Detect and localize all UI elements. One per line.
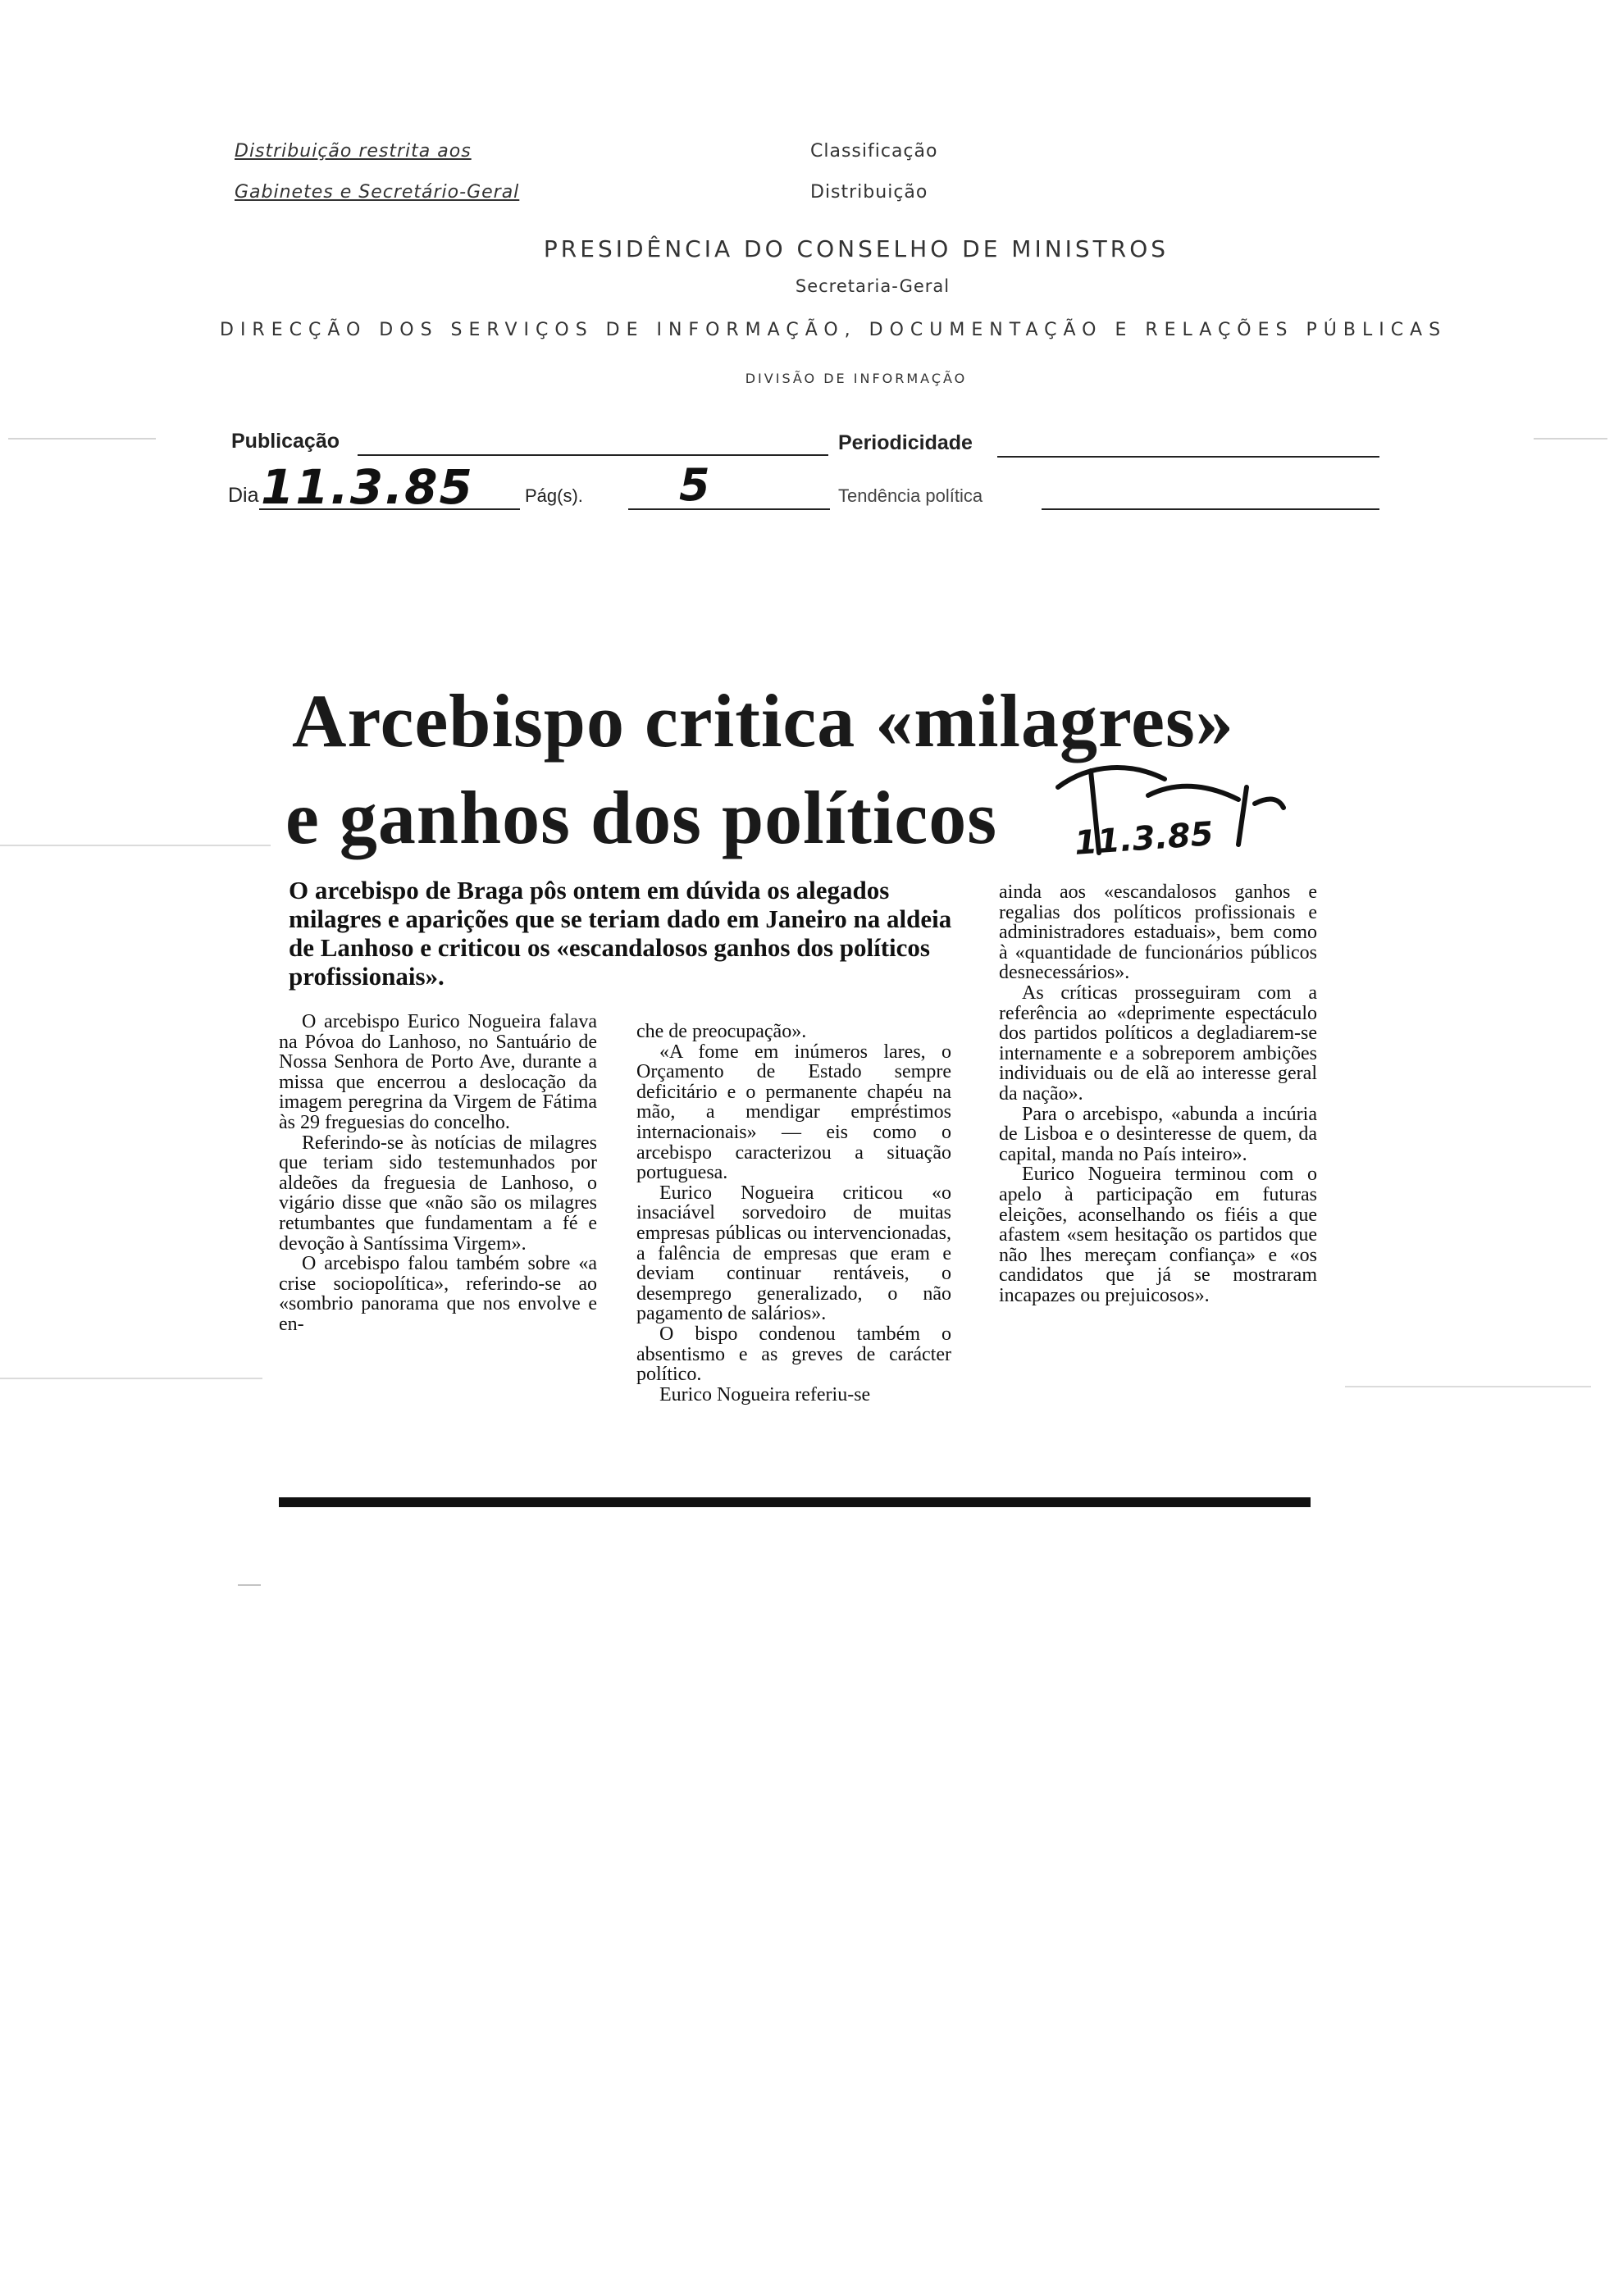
institution-name: PRESIDÊNCIA DO CONSELHO DE MINISTROS [543,235,1169,262]
article-column-1 [279,1012,597,1335]
scan-noise [1345,1386,1591,1387]
handwritten-date: 11.3.85 [1073,815,1215,863]
pages-label: Pág(s). [525,485,583,506]
column-1-paragraph: Referindo-se às notícias de milagres que teriam sido testemunhados por aldeões da freguesia de Lanhoso, o vigário disse que «não são os milagres retumbantes que fundamentam a fé e devoção à Santíssima Virgem». [279,1132,597,1255]
distribution-line-2: Gabinetes e Secretário-Geral [235,182,520,203]
classification-label: Classificação [810,141,938,162]
column-1-paragraph: O arcebispo falou também sobre «a crise sociopolítica», referindo-se ao «sombrio panorama que nos envolve e en- [279,1253,597,1335]
column-3-paragraph: As críticas prosseguiram com a referência ao «deprimente espectáculo dos partidos políticos a degladiarem-se internamente e a sobreporem ambições individuais ou de elã ao interesse geral da nação». [999,982,1317,1105]
column-2-paragraph: O bispo condenou também o absentismo e as greves de carácter político. [636,1323,951,1386]
scan-noise [8,438,156,440]
publication-label: Publicação [231,430,340,453]
publication-field [358,454,828,456]
scan-noise [0,845,271,846]
pages-field [628,508,830,510]
article-bottom-rule [279,1497,1311,1507]
column-3-paragraph: Para o arcebispo, «abunda a incúria de Lisboa e o desinteresse de quem, da capital, manda no País inteiro». [999,1103,1317,1165]
periodicity-label: Periodicidade [838,431,973,454]
article-lead: O arcebispo de Braga pôs ontem em dúvida os alegados milagres e aparições que se teriam dado em Janeiro na aldeia de Lanhoso e criticou os «escandalosos ganhos dos políticos profissionais». [289,876,952,991]
handwritten-annotation [1042,754,1288,861]
column-2-paragraph: che de preocupação». [636,1021,807,1042]
column-2-paragraph: «A fome em inúmeros lares, o Orçamento de Estado sempre deficitário e o permanente chapéu na mão, a mendigar empréstimos internacionais» — eis como o arcebispo caracterizou a situação portuguesa. [636,1041,951,1184]
day-field [259,508,520,510]
secretariat-name: Secretaria-Geral [795,276,951,296]
scan-noise [0,1378,262,1379]
directorate-name: DIRECÇÃO DOS SERVIÇOS DE INFORMAÇÃO, DOCUMENTAÇÃO E RELAÇÕES PÚBLICAS [220,320,1448,340]
article-column-2 [636,1022,951,1405]
column-3-paragraph: ainda aos «escandalosos ganhos e regalias dos políticos profissionais e administradores estaduais», bem como à «quantidade de funcionários públicos desnecessários». [999,882,1317,984]
article-column-3 [999,882,1317,1305]
column-1-paragraph: O arcebispo Eurico Nogueira falava na Póvoa do Lanhoso, no Santuário de Nossa Senhora de Porto Ave, durante a missa que encerrou a deslocação da imagem peregrina da Virgem de Fátima às 29 freguesias do concelho. [279,1011,597,1133]
distribution-line-1: Distribuição restrita aos [235,141,472,162]
column-2-paragraph: Eurico Nogueira referiu-se [659,1383,871,1405]
scan-noise [1534,438,1607,440]
headline-line-1: Arcebispo critica «milagres» [292,679,1234,763]
day-value-handwritten: 11.3.85 [261,459,474,515]
column-3-paragraph: Eurico Nogueira terminou com o apelo à participação em futuras eleições, aconselhando os fiéis a que afastem «sem hesitação os partidos que não lhes mereçam confiança» e «os candidatos que já se mostraram incapazes ou prejuicosos». [999,1164,1317,1306]
day-label: Dia [228,484,259,507]
political-tendency-label: Tendência política [838,485,983,506]
pages-value-handwritten: 5 [679,459,710,511]
division-name: DIVISÃO DE INFORMAÇÃO [745,371,968,386]
headline-line-2: e ganhos dos políticos [285,776,998,859]
periodicity-field [997,456,1379,458]
column-2-paragraph: Eurico Nogueira criticou «o insaciável sorvedoiro de muitas empresas públicas ou intervencionadas, a falência de empresas que eram e deviam continuar rentáveis, o desemprego generalizado, o não pagamento de salários». [636,1182,951,1325]
scan-noise [238,1584,261,1586]
political-tendency-field [1042,508,1379,510]
distribution-label: Distribuição [810,182,928,203]
